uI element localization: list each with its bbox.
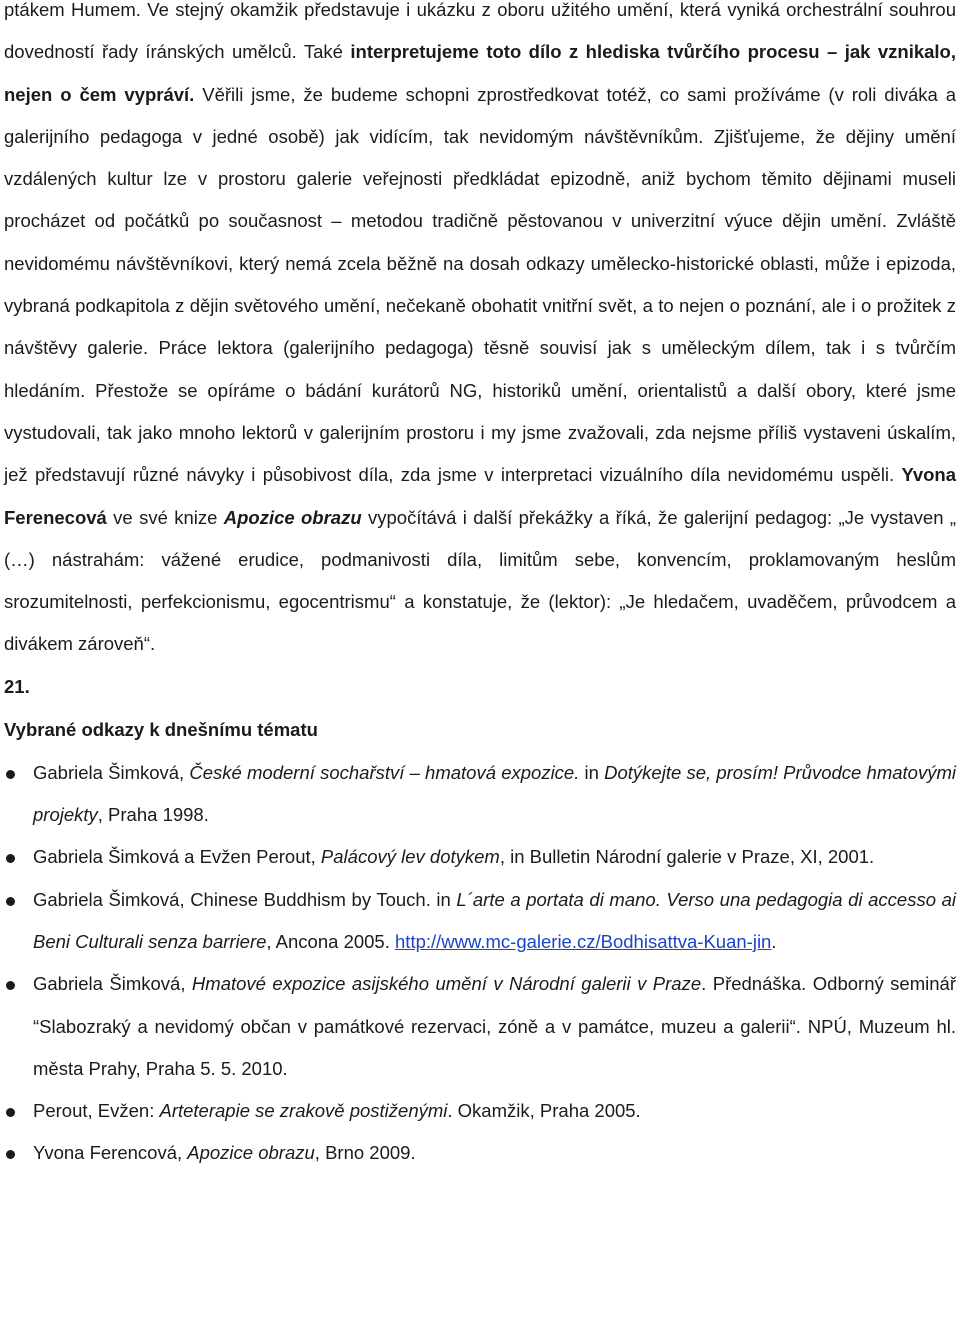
reference-list: [4, 752, 956, 1175]
paragraph-text-end: vypočítává i další překážky a říká, že galerijní pedagog: „Je vystaven „ (…) nástrahám: vážené erudice, podmanivosti díla, limitům sebe, konvencím, proklamovaným heslům srozumitelnosti, perfekcionismu, egocentrismu“ a konstatuje, že (lektor): „Je hledačem, uvaděčem, průvodcem a divákem zároveň“.: [4, 506, 957, 655]
book-title: Apozice obrazu: [223, 506, 362, 528]
reference-item: Gabriela Šimková, Chinese Buddhism by Touch. in L´arte a portata di mano. Verso una pedagogia di accesso ai Beni Culturali senza barriere, Ancona 2005. http://www.mc-galerie.cz/Bodhisattva-Kuan-jin.: [4, 879, 956, 964]
body-paragraph: [4, 0, 956, 666]
reference-item: Yvona Ferencová, Apozice obrazu, Brno 2009.: [4, 1132, 956, 1174]
bullet-icon: [6, 981, 15, 990]
paragraph-text-start: ptákem Humem. Ve stejný okamžik představuje i ukázku z oboru užitého umění, která vyniká orchestrální souhrou dovedností řady íránských umělců. Také: [4, 0, 956, 63]
bullet-icon: [6, 1150, 15, 1159]
bullet-icon: [6, 1108, 15, 1117]
paragraph-text-middle: Věřili jsme, že budeme schopni zprostředkovat totéž, co sami prožíváme (v roli diváka a galerijního pedagoga v jedné osobě) jak vidícím, tak nevidomým návštěvníkům. Zjišťujeme, že dějiny umění vzdálených kultur lze v prostoru galerie veřejnosti předkládat epizodně, aniž bychom těmito dějinami museli procházet od počátků po současnost – metodou tradičně pěstovanou v univerzitní výuce dějin umění. Zvláště nevidomému návštěvníkovi, který nemá zcela běžně na dosah odkazy umělecko-historické oblasti, může i epizoda, vybraná podkapitola z dějin světového umění, nečekaně obohatit vnitřní svět, a to nejen o poznání, ale i o prožitek z návštěvy galerie. Práce lektora (galerijního pedagoga) těsně souvisí jak s uměleckým dílem, tak i s tvůrčím hledáním. Přestože se opíráme o bádání kurátorů NG, historiků umění, orientalistů a další obory, které jsme vystudovali, tak jako mnoho lektorů v galerijním prostoru i my jsme zvažovali, zda nejsme příliš vystaveni úskalím, jež představují různé návyky i působivost díla, zda jsme v interpretaci vizuálního díla nevidomému uspěli.: [4, 83, 956, 486]
paragraph-text-connector: ve své knize: [106, 506, 224, 528]
bullet-icon: [6, 770, 15, 779]
reference-item: Gabriela Šimková a Evžen Perout, Palácový lev dotykem, in Bulletin Národní galerie v Praze, XI, 2001.: [4, 836, 956, 878]
reference-item: Gabriela Šimková, Hmatové expozice asijského umění v Národní galerii v Praze. Přednáška. Odborný seminář “Slabozraký a nevidomý občan v památkové rezervaci, zóně a v památce, muzeu a galerii“. NPÚ, Muzeum hl. města Prahy, Praha 5. 5. 2010.: [4, 963, 956, 1090]
bullet-icon: [6, 897, 15, 906]
bold-statement: interpretujeme toto dílo z hlediska tvůrčího procesu – jak vznikalo, nejen o čem vypráví.: [4, 41, 956, 105]
reference-item: Gabriela Šimková, České moderní sochařství – hmatová expozice. in Dotýkejte se, prosím! Průvodce hmatovými projekty, Praha 1998.: [4, 752, 956, 837]
bullet-icon: [6, 854, 15, 863]
author-name: Yvona Ferenecová: [4, 464, 956, 528]
reference-item: Perout, Evžen: Arteterapie se zrakově postiženými. Okamžik, Praha 2005.: [4, 1090, 956, 1132]
section-number: 21.: [4, 675, 30, 697]
section-heading: Vybrané odkazy k dnešnímu tématu: [4, 718, 318, 740]
reference-link[interactable]: http://www.mc-galerie.cz/Bodhisattva-Kuan-jin: [395, 930, 772, 952]
